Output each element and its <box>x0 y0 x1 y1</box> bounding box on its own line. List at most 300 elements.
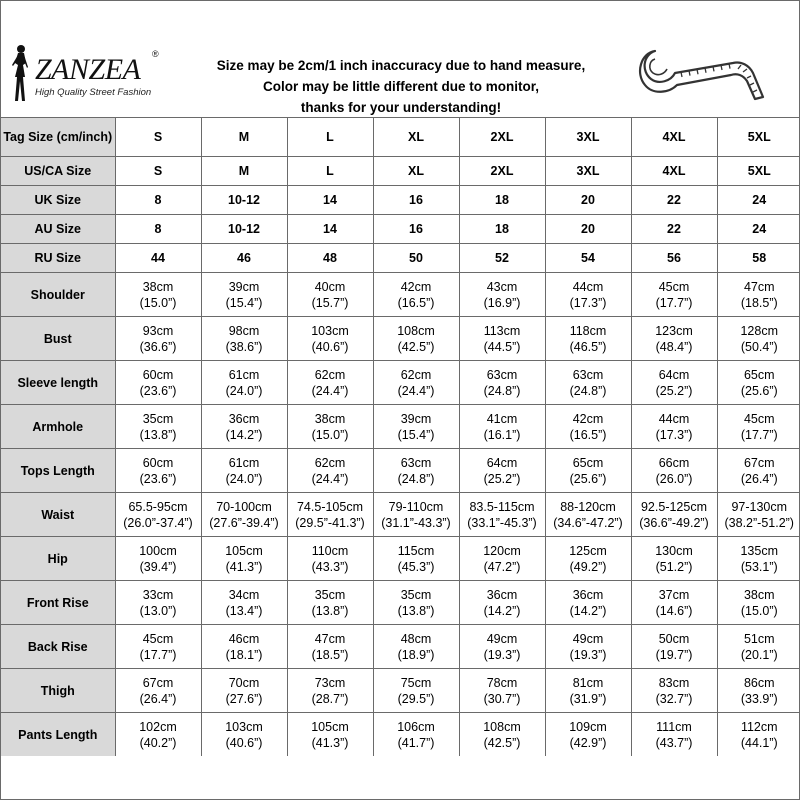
inch-value: (23.6”) <box>139 383 177 398</box>
cm-value: 83.5-115cm <box>469 499 535 514</box>
inch-value: (19.3”) <box>483 647 521 662</box>
row-label: Armhole <box>1 405 115 449</box>
cm-value: 62cm <box>314 367 346 382</box>
measurement-row <box>1 317 800 361</box>
cm-value: 65cm <box>743 367 775 382</box>
cm-value: 60cm <box>142 367 174 382</box>
cm-value: 63cm <box>400 455 432 470</box>
row-label: UK Size <box>1 186 115 215</box>
inch-value: (42.5”) <box>397 339 435 354</box>
measurement-cell <box>115 361 201 405</box>
inch-value: (39.4”) <box>139 559 177 574</box>
inch-value: (14.6”) <box>655 603 693 618</box>
measurement-cell <box>545 273 631 317</box>
size-value-cell: 18 <box>459 215 545 244</box>
inch-value: (18.5”) <box>740 295 778 310</box>
inch-value: (46.5”) <box>569 339 607 354</box>
inch-value: (15.4”) <box>225 295 263 310</box>
brand-tagline: High Quality Street Fashion <box>35 87 152 98</box>
inch-value: (24.8”) <box>483 383 521 398</box>
size-value-cell: M <box>201 157 287 186</box>
measurement-cell <box>373 317 459 361</box>
cm-value: 65cm <box>572 455 604 470</box>
measurement-cell <box>287 713 373 757</box>
cm-value: 74.5-105cm <box>296 499 363 514</box>
inch-value: (13.8”) <box>397 603 435 618</box>
inch-value: (15.0”) <box>740 603 778 618</box>
size-value-cell: 48 <box>287 244 373 273</box>
inch-value: (24.0”) <box>225 471 263 486</box>
measurement-cell <box>631 537 717 581</box>
cm-value: 135cm <box>740 543 779 558</box>
size-value-cell: 22 <box>631 215 717 244</box>
inch-value: (27.6”-39.4”) <box>209 515 279 530</box>
inch-value: (31.1”-43.3”) <box>381 515 451 530</box>
size-value-cell: 56 <box>631 244 717 273</box>
measurement-cell <box>201 493 287 537</box>
cm-value: 79-110cm <box>388 499 444 514</box>
measurement-cell <box>717 625 800 669</box>
cm-value: 44cm <box>572 279 604 294</box>
measurement-cell <box>717 713 800 757</box>
cm-value: 43cm <box>486 279 518 294</box>
measurement-row <box>1 581 800 625</box>
measurement-cell <box>287 669 373 713</box>
cm-value: 73cm <box>314 675 346 690</box>
measurement-cell <box>373 449 459 493</box>
measurement-row <box>1 625 800 669</box>
measurement-cell <box>631 625 717 669</box>
cm-value: 105cm <box>311 719 349 734</box>
inch-value: (25.2”) <box>483 471 521 486</box>
cm-value: 115cm <box>397 543 435 558</box>
measurement-cell <box>545 405 631 449</box>
inch-value: (36.6”) <box>139 339 177 354</box>
cm-value: 83cm <box>658 675 690 690</box>
notice-line: Size may be 2cm/1 inch inaccuracy due to hand measure, <box>216 58 586 73</box>
measurement-cell <box>373 361 459 405</box>
cm-value: 63cm <box>572 367 604 382</box>
size-value-cell: 18 <box>459 186 545 215</box>
cm-value: 103cm <box>311 323 349 338</box>
measurement-cell <box>717 449 800 493</box>
cm-value: 123cm <box>655 323 693 338</box>
inch-value: (17.3”) <box>655 427 693 442</box>
measurement-cell <box>201 317 287 361</box>
inch-value: (51.2”) <box>655 559 693 574</box>
measurement-row <box>1 449 800 493</box>
inch-value: (16.1”) <box>483 427 521 442</box>
size-value-cell: 20 <box>545 186 631 215</box>
measurement-cell <box>373 581 459 625</box>
measurement-cell <box>631 493 717 537</box>
cm-value: 62cm <box>400 367 432 382</box>
notice-line: thanks for your understanding! <box>300 100 502 115</box>
size-value-cell: S <box>115 157 201 186</box>
size-header-cell: L <box>287 118 373 157</box>
cm-value: 112cm <box>740 719 778 734</box>
size-header-cell: 4XL <box>631 118 717 157</box>
measurement-cell <box>201 669 287 713</box>
measurement-cell <box>373 669 459 713</box>
measurement-cell <box>287 581 373 625</box>
measurement-cell <box>545 537 631 581</box>
conversion-row <box>1 186 800 215</box>
cm-value: 41cm <box>486 411 518 426</box>
cm-value: 35cm <box>142 411 174 426</box>
cm-value: 38cm <box>314 411 346 426</box>
measurement-cell <box>459 273 545 317</box>
size-value-cell: 16 <box>373 215 459 244</box>
measurement-cell <box>373 625 459 669</box>
cm-value: 39cm <box>228 279 260 294</box>
cm-value: 128cm <box>740 323 779 338</box>
inch-value: (40.2”) <box>139 735 177 750</box>
measurement-cell <box>115 625 201 669</box>
measurement-cell <box>717 273 800 317</box>
row-label: Pants Length <box>1 713 115 757</box>
size-value-cell: 5XL <box>717 157 800 186</box>
cm-value: 109cm <box>569 719 607 734</box>
inch-value: (40.6”) <box>225 735 263 750</box>
inch-value: (42.5”) <box>483 735 521 750</box>
measurement-row <box>1 273 800 317</box>
cm-value: 36cm <box>228 411 260 426</box>
woman-silhouette-icon <box>7 43 33 105</box>
inch-value: (18.1”) <box>225 647 263 662</box>
row-label: Front Rise <box>1 581 115 625</box>
inch-value: (26.4”) <box>740 471 778 486</box>
cm-value: 106cm <box>397 719 435 734</box>
cm-value: 64cm <box>486 455 518 470</box>
size-table-body <box>1 118 800 756</box>
inch-value: (43.7”) <box>655 735 693 750</box>
measurement-cell <box>115 273 201 317</box>
inch-value: (31.9”) <box>569 691 607 706</box>
cm-value: 75cm <box>400 675 432 690</box>
size-value-cell: 3XL <box>545 157 631 186</box>
inch-value: (20.1”) <box>740 647 778 662</box>
measurement-cell <box>459 713 545 757</box>
cm-value: 35cm <box>400 587 432 602</box>
inch-value: (33.9”) <box>740 691 778 706</box>
measurement-cell <box>115 449 201 493</box>
inch-value: (32.7”) <box>655 691 693 706</box>
measurement-row <box>1 537 800 581</box>
inch-value: (41.3”) <box>225 559 263 574</box>
measurement-cell <box>201 537 287 581</box>
row-label: Hip <box>1 537 115 581</box>
size-value-cell: 24 <box>717 186 800 215</box>
row-label: RU Size <box>1 244 115 273</box>
measurement-cell <box>459 537 545 581</box>
measurement-cell <box>545 449 631 493</box>
cm-value: 118cm <box>569 323 607 338</box>
inch-value: (18.9”) <box>397 647 435 662</box>
measurement-row <box>1 713 800 757</box>
inch-value: (26.4”) <box>139 691 177 706</box>
measurement-cell <box>373 405 459 449</box>
measurement-cell <box>287 317 373 361</box>
inch-value: (13.8”) <box>311 603 349 618</box>
size-table <box>1 118 800 756</box>
size-value-cell: 14 <box>287 215 373 244</box>
size-header-cell: M <box>201 118 287 157</box>
row-label: Tag Size (cm/inch) <box>1 118 115 157</box>
inch-value: (19.7”) <box>655 647 693 662</box>
inch-value: (15.7”) <box>311 295 349 310</box>
cm-value: 60cm <box>142 455 174 470</box>
cm-value: 97-130cm <box>731 499 788 514</box>
inch-value: (15.4”) <box>397 427 435 442</box>
inch-value: (25.6”) <box>569 471 607 486</box>
cm-value: 67cm <box>743 455 775 470</box>
cm-value: 34cm <box>228 587 260 602</box>
measurement-cell <box>115 317 201 361</box>
cm-value: 103cm <box>225 719 263 734</box>
cm-value: 65.5-95cm <box>128 499 188 514</box>
measurement-cell <box>459 581 545 625</box>
inch-value: (50.4”) <box>740 339 778 354</box>
measurement-row <box>1 405 800 449</box>
cm-value: 81cm <box>572 675 604 690</box>
row-label: Tops Length <box>1 449 115 493</box>
measurement-cell <box>287 273 373 317</box>
size-value-cell: 50 <box>373 244 459 273</box>
inch-value: (13.8”) <box>139 427 177 442</box>
cm-value: 111cm <box>656 719 692 734</box>
inch-value: (29.5”-41.3”) <box>295 515 365 530</box>
size-value-cell: 46 <box>201 244 287 273</box>
measurement-cell <box>287 625 373 669</box>
size-value-cell: 14 <box>287 186 373 215</box>
measurement-cell <box>631 581 717 625</box>
size-value-cell: 20 <box>545 215 631 244</box>
cm-value: 92.5-125cm <box>640 499 707 514</box>
measurement-cell <box>115 537 201 581</box>
inch-value: (14.2”) <box>569 603 607 618</box>
cm-value: 49cm <box>486 631 518 646</box>
inch-value: (30.7”) <box>483 691 521 706</box>
cm-value: 45cm <box>658 279 690 294</box>
cm-value: 67cm <box>142 675 174 690</box>
row-label: Thigh <box>1 669 115 713</box>
cm-value: 50cm <box>658 631 690 646</box>
cm-value: 125cm <box>569 543 607 558</box>
measurement-cell <box>459 669 545 713</box>
cm-value: 49cm <box>572 631 604 646</box>
cm-value: 45cm <box>743 411 775 426</box>
measurement-cell <box>545 361 631 405</box>
measurement-cell <box>201 713 287 757</box>
inch-value: (42.9”) <box>569 735 607 750</box>
conversion-row <box>1 215 800 244</box>
conversion-row <box>1 244 800 273</box>
row-label: Back Rise <box>1 625 115 669</box>
size-value-cell: 8 <box>115 215 201 244</box>
measurement-cell <box>545 317 631 361</box>
inch-value: (28.7”) <box>311 691 349 706</box>
measurement-cell <box>115 405 201 449</box>
inch-value: (44.1”) <box>740 735 778 750</box>
inch-value: (24.4”) <box>311 383 349 398</box>
measurement-cell <box>631 449 717 493</box>
row-label: US/CA Size <box>1 157 115 186</box>
inch-value: (34.6”-47.2”) <box>553 515 623 530</box>
cm-value: 38cm <box>743 587 775 602</box>
cm-value: 62cm <box>314 455 346 470</box>
measurement-cell <box>115 581 201 625</box>
inch-value: (18.5”) <box>311 647 349 662</box>
measurement-cell <box>201 405 287 449</box>
cm-value: 70-100cm <box>216 499 272 514</box>
brand-logo <box>5 37 205 107</box>
cm-value: 37cm <box>658 587 690 602</box>
size-value-cell: 24 <box>717 215 800 244</box>
cm-value: 64cm <box>658 367 690 382</box>
cm-value: 45cm <box>142 631 174 646</box>
measurement-cell <box>115 493 201 537</box>
inch-value: (40.6”) <box>311 339 349 354</box>
size-value-cell: 4XL <box>631 157 717 186</box>
measurement-cell <box>545 493 631 537</box>
cm-value: 61cm <box>228 455 260 470</box>
row-label: Sleeve length <box>1 361 115 405</box>
size-value-cell: 10-12 <box>201 186 287 215</box>
size-value-cell: 16 <box>373 186 459 215</box>
inch-value: (16.9”) <box>483 295 521 310</box>
notice-line: Color may be little different due to monitor, <box>262 79 540 94</box>
cm-value: 108cm <box>397 323 435 338</box>
measurement-cell <box>545 669 631 713</box>
cm-value: 44cm <box>658 411 690 426</box>
measurement-cell <box>373 273 459 317</box>
inch-value: (19.3”) <box>569 647 607 662</box>
measurement-cell <box>717 493 800 537</box>
inch-value: (24.0”) <box>225 383 263 398</box>
measuring-tape-icon <box>637 41 767 105</box>
cm-value: 88-120cm <box>560 499 616 514</box>
inch-value: (33.1”-45.3”) <box>467 515 537 530</box>
inch-value: (15.0”) <box>139 295 177 310</box>
measurement-cell <box>115 669 201 713</box>
inch-value: (53.1”) <box>740 559 778 574</box>
measurement-cell <box>717 669 800 713</box>
cm-value: 130cm <box>655 543 693 558</box>
inch-value: (25.6”) <box>740 383 778 398</box>
row-label: Bust <box>1 317 115 361</box>
measurement-cell <box>631 669 717 713</box>
cm-value: 47cm <box>743 279 775 294</box>
measurement-cell <box>717 581 800 625</box>
cm-value: 120cm <box>483 543 521 558</box>
cm-value: 42cm <box>572 411 604 426</box>
measurement-cell <box>115 713 201 757</box>
cm-value: 36cm <box>572 587 604 602</box>
inch-value: (47.2”) <box>483 559 521 574</box>
cm-value: 93cm <box>142 323 174 338</box>
cm-value: 66cm <box>658 455 690 470</box>
size-value-cell: 52 <box>459 244 545 273</box>
size-value-cell: 54 <box>545 244 631 273</box>
size-value-cell: 2XL <box>459 157 545 186</box>
measurement-cell <box>201 449 287 493</box>
cm-value: 42cm <box>400 279 432 294</box>
size-header-cell: 3XL <box>545 118 631 157</box>
measurement-cell <box>545 581 631 625</box>
measurement-cell <box>373 713 459 757</box>
inch-value: (26.0”) <box>655 471 693 486</box>
measurement-cell <box>459 493 545 537</box>
inch-value: (17.7”) <box>740 427 778 442</box>
inch-value: (41.3”) <box>311 735 349 750</box>
inch-value: (24.8”) <box>569 383 607 398</box>
cm-value: 78cm <box>486 675 518 690</box>
measurement-cell <box>717 405 800 449</box>
measurement-cell <box>287 537 373 581</box>
chart-header <box>1 1 799 118</box>
measurement-cell <box>459 405 545 449</box>
measurement-cell <box>631 361 717 405</box>
size-value-cell: 44 <box>115 244 201 273</box>
cm-value: 47cm <box>314 631 346 646</box>
cm-value: 98cm <box>228 323 260 338</box>
measurement-cell <box>373 537 459 581</box>
size-header-cell: S <box>115 118 201 157</box>
inch-value: (44.5”) <box>483 339 521 354</box>
measurement-cell <box>459 317 545 361</box>
cm-value: 48cm <box>400 631 432 646</box>
measurement-cell <box>459 361 545 405</box>
size-value-cell: 22 <box>631 186 717 215</box>
measurement-cell <box>631 405 717 449</box>
measurement-cell <box>717 361 800 405</box>
inch-value: (24.8”) <box>397 471 435 486</box>
measurement-cell <box>631 273 717 317</box>
measurement-cell <box>201 625 287 669</box>
size-value-cell: 8 <box>115 186 201 215</box>
cm-value: 39cm <box>400 411 432 426</box>
inch-value: (38.2”-51.2”) <box>724 515 794 530</box>
registered-mark: ® <box>152 49 159 59</box>
measurement-cell <box>201 273 287 317</box>
inch-value: (14.2”) <box>483 603 521 618</box>
inch-value: (24.4”) <box>397 383 435 398</box>
inch-value: (25.2”) <box>655 383 693 398</box>
inch-value: (23.6”) <box>139 471 177 486</box>
inch-value: (17.7”) <box>655 295 693 310</box>
measurement-cell <box>201 581 287 625</box>
inch-value: (24.4”) <box>311 471 349 486</box>
measurement-cell <box>717 317 800 361</box>
cm-value: 38cm <box>142 279 174 294</box>
cm-value: 61cm <box>228 367 260 382</box>
measurement-cell <box>717 537 800 581</box>
inch-value: (14.2”) <box>225 427 263 442</box>
cm-value: 63cm <box>486 367 518 382</box>
size-header-cell: XL <box>373 118 459 157</box>
inch-value: (13.4”) <box>225 603 263 618</box>
inch-value: (27.6”) <box>225 691 263 706</box>
measurement-row <box>1 361 800 405</box>
cm-value: 70cm <box>228 675 260 690</box>
measurement-cell <box>287 449 373 493</box>
size-value-cell: 10-12 <box>201 215 287 244</box>
measurement-cell <box>287 361 373 405</box>
cm-value: 113cm <box>483 323 521 338</box>
cm-value: 36cm <box>486 587 518 602</box>
measurement-cell <box>459 449 545 493</box>
